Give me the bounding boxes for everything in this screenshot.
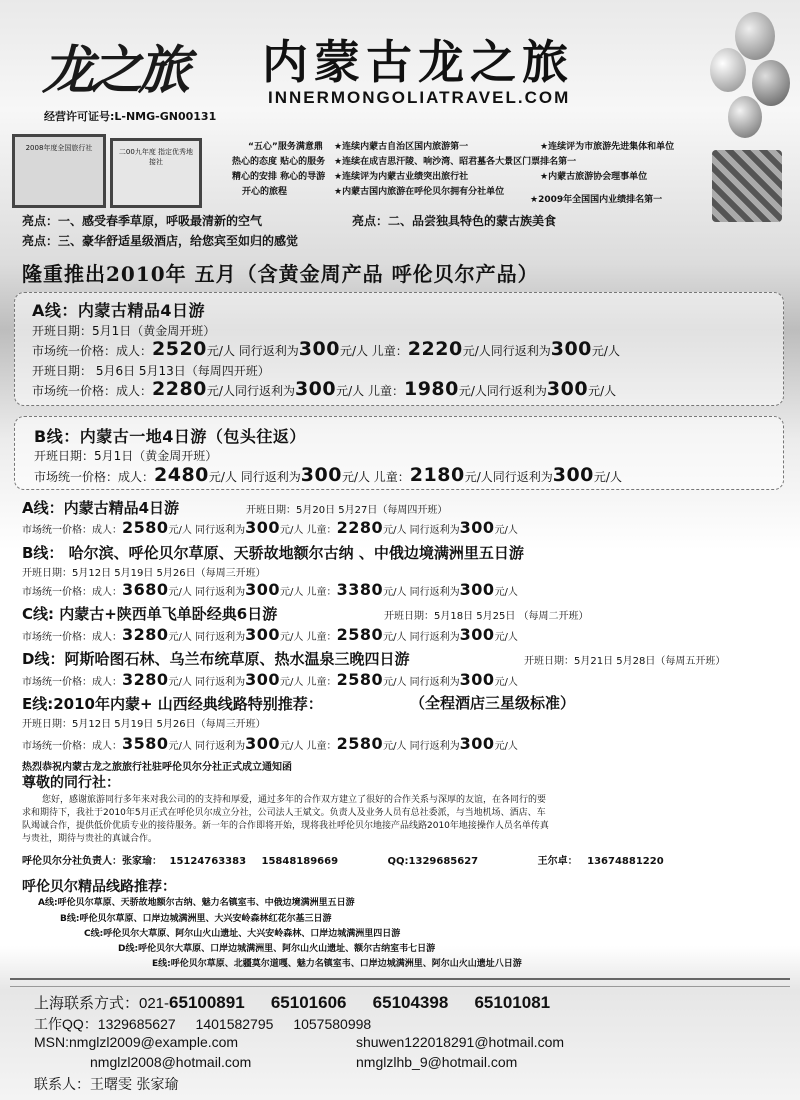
certificate-image bbox=[110, 138, 202, 208]
box-a-date1: 开班日期：5月1日（黄金周开班） bbox=[32, 324, 216, 338]
child-price: 2280 bbox=[336, 518, 384, 537]
greeting: 尊敬的同行社： bbox=[22, 775, 120, 791]
certificate-image bbox=[12, 134, 106, 208]
msn-contact-4[interactable]: nmglzlhb_9@hotmail.com bbox=[356, 1054, 518, 1070]
qq-number: 1401582795 bbox=[195, 1016, 274, 1032]
shanghai-contact bbox=[34, 992, 550, 1013]
highlight-2: 亮点：二、品尝独具特色的蒙古族美食 bbox=[352, 214, 557, 228]
balloon-decoration bbox=[728, 96, 762, 138]
notice-line: 求和期待下，我社于2010年5月正式在呼伦贝尔成立分社，公司法人王斌文。负责人及业务人员有总社委派，与当地机场、酒店、车 bbox=[22, 808, 546, 818]
rebate-amount: 300 bbox=[552, 464, 594, 486]
price-text: 元/人 同行返利为 bbox=[383, 587, 460, 598]
price-text: 元/人 bbox=[591, 344, 620, 358]
box-a-price1 bbox=[32, 338, 620, 360]
price-label: 市场统一价格：成人： bbox=[32, 344, 153, 358]
honor-item: ★连续在成吉思汗陵、响沙湾、昭君墓各大景区门票排名第一 bbox=[334, 157, 577, 167]
certificate-caption: 二00九年度 指定优秀地接社 bbox=[118, 148, 194, 166]
main-headline: 隆重推出2010年 五月（含黄金周产品 呼伦贝尔产品） bbox=[22, 262, 539, 286]
honor-item: ★连续内蒙古自治区国内旅游第一 bbox=[334, 142, 469, 152]
adult-price: 3580 bbox=[122, 734, 169, 753]
route-price-b bbox=[22, 580, 518, 599]
price-text: 元/人 同行返利为 bbox=[383, 632, 460, 643]
phone-number: 65104398 bbox=[372, 993, 449, 1012]
contact-people: 联系人：王曙雯 张家瑜 bbox=[34, 1077, 179, 1093]
route-date-b: 开班日期：5月12日 5月19日 5月26日（每周三开班） bbox=[22, 568, 266, 579]
phone-number: 13674881220 bbox=[587, 856, 664, 867]
highlight-3: 亮点：三、豪华舒适星级酒店，给您宾至如归的感觉 bbox=[22, 234, 299, 248]
branch-contact bbox=[22, 852, 664, 867]
price-text: 元/人 儿童： bbox=[336, 384, 404, 398]
price-text: 元/人 同行返利为 bbox=[168, 587, 246, 598]
phone-number: 65100891 bbox=[169, 993, 245, 1012]
notice-line: 与贵社，期待与贵社的真诚合作。 bbox=[22, 834, 158, 844]
price-text: 元/人 儿童： bbox=[280, 677, 337, 688]
honor-item: ★2009年全国国内业绩排名第一 bbox=[530, 195, 663, 205]
price-label: 市场统一价格：成人： bbox=[22, 632, 122, 643]
notice-line: 队竭诚合作，提供低价优质专业的接待服务。新一年的合作即将开始，现将我社呼伦贝尔地接产品线路2010年地接操作人员名单传真 bbox=[22, 821, 549, 831]
price-label: 市场统一价格：成人： bbox=[22, 677, 122, 688]
contact-label: 王尔卓： bbox=[537, 856, 578, 867]
hlbr-route-a: A线:呼伦贝尔草原、天骄故地额尔古纳、魅力名镇室韦、中俄边境满洲里五日游 bbox=[38, 898, 355, 908]
price-text: 元/人同行返利为 bbox=[206, 384, 295, 398]
slogan-line: 热心的态度 贴心的服务 bbox=[232, 157, 326, 167]
price-label: 市场统一价格：成人： bbox=[22, 741, 122, 752]
box-b-date: 开班日期：5月1日（黄金周开班） bbox=[34, 449, 218, 463]
rebate-amount: 300 bbox=[298, 338, 340, 360]
slogan-line: 精心的安排 称心的导游 bbox=[232, 172, 326, 182]
route-title-e-note: （全程酒店三星级标准） bbox=[410, 694, 576, 712]
honors-list-right bbox=[530, 140, 675, 208]
contact-label: 工作QQ： bbox=[34, 1016, 98, 1032]
phone-number: 65101081 bbox=[474, 993, 551, 1012]
rebate-amount: 300 bbox=[459, 670, 495, 689]
route-price-e bbox=[22, 734, 518, 753]
price-text: 元/人 同行返利为 bbox=[168, 677, 246, 688]
child-price: 1980 bbox=[403, 378, 459, 400]
highlight-1: 亮点：一、感受春季草原，呼吸最清新的空气 bbox=[22, 214, 263, 228]
phone-number: 65101606 bbox=[270, 993, 347, 1012]
route-price-d bbox=[22, 670, 518, 689]
rebate-amount: 300 bbox=[245, 518, 280, 537]
box-a-price2 bbox=[32, 378, 616, 400]
price-text: 元/人同行返利为 bbox=[462, 344, 551, 358]
phone-number: 15848189669 bbox=[261, 856, 339, 867]
rebate-amount: 300 bbox=[245, 625, 280, 644]
service-slogan bbox=[232, 140, 325, 200]
price-text: 元/人 同行返利为 bbox=[383, 677, 460, 688]
license-number: 经营许可证号:L-NMG-GN00131 bbox=[44, 110, 217, 123]
price-text: 元/人 儿童： bbox=[280, 632, 337, 643]
box-b-price bbox=[34, 464, 622, 486]
price-text: 元/人 bbox=[494, 525, 518, 536]
price-text: 元/人 儿童： bbox=[280, 587, 337, 598]
child-price: 2180 bbox=[409, 464, 465, 486]
notice-body bbox=[22, 794, 782, 846]
brand-title: 内蒙古龙之旅 bbox=[262, 35, 574, 89]
msn-contact-2[interactable]: shuwen122018291@hotmail.com bbox=[356, 1034, 565, 1050]
price-label: 市场统一价格：成人： bbox=[34, 470, 155, 484]
rebate-amount: 300 bbox=[300, 464, 342, 486]
price-text: 元/人同行返利为 bbox=[458, 384, 547, 398]
price-text: 元/人 儿童： bbox=[280, 741, 337, 752]
adult-price: 2280 bbox=[152, 378, 207, 400]
rebate-amount: 300 bbox=[294, 378, 337, 400]
rebate-amount: 300 bbox=[459, 580, 495, 599]
contact-label: 呼伦贝尔分社负责人：张家瑜： bbox=[22, 856, 162, 867]
route-title-e: E线:2010年内蒙+ 山西经典线路特别推荐： bbox=[22, 695, 323, 713]
phone-number: 15124763383 bbox=[169, 856, 247, 867]
price-label: 市场统一价格：成人： bbox=[32, 384, 153, 398]
hlbr-title: 呼伦贝尔精品线路推荐： bbox=[22, 879, 176, 895]
honor-item: ★内蒙古旅游协会理事单位 bbox=[540, 172, 648, 182]
route-date-a: 开班日期：5月20日 5月27日（每周四开班） bbox=[246, 505, 448, 516]
slogan-line: 开心的旅程 bbox=[242, 187, 288, 197]
price-text: 元/人 bbox=[593, 470, 622, 484]
hlbr-route-e: E线:呼伦贝尔草原、北疆莫尔道嘎、魅力名镇室韦、口岸边城满洲里、阿尔山火山遗址八日游 bbox=[152, 959, 522, 969]
price-text: 元/人 同行返利为 bbox=[208, 470, 301, 484]
price-text: 元/人 bbox=[494, 741, 518, 752]
route-price-a bbox=[22, 518, 518, 537]
contact-label: 上海联系方式：021- bbox=[34, 995, 170, 1012]
slogan-line: “五心”服务满意鼎 bbox=[248, 142, 323, 152]
balloon-decoration bbox=[752, 60, 790, 106]
hlbr-route-c: C线:呼伦贝尔大草原、阿尔山火山遗址、大兴安岭森林、口岸边城满洲里四日游 bbox=[84, 929, 401, 939]
qq-number: 1329685627 bbox=[97, 1016, 176, 1032]
gift-box-decoration bbox=[712, 150, 782, 222]
price-text: 元/人 bbox=[494, 677, 518, 688]
honor-item: ★连续评为内蒙古业绩突出旅行社 bbox=[334, 172, 469, 182]
qq-contact bbox=[34, 1014, 371, 1034]
hlbr-route-b: B线:呼伦贝尔草原、口岸边城满洲里、大兴安岭森林红花尔基三日游 bbox=[60, 914, 332, 924]
price-text: 元/人 儿童： bbox=[280, 525, 337, 536]
rebate-amount: 300 bbox=[546, 378, 589, 400]
price-label: 市场统一价格：成人： bbox=[22, 587, 122, 598]
qq-number: 1057580998 bbox=[293, 1016, 372, 1032]
route-price-c bbox=[22, 625, 518, 644]
price-label: 市场统一价格：成人： bbox=[22, 525, 122, 536]
balloon-decoration bbox=[735, 12, 775, 60]
price-text: 元/人 同行返利为 bbox=[168, 525, 246, 536]
child-price: 2580 bbox=[336, 625, 384, 644]
rebate-amount: 300 bbox=[550, 338, 592, 360]
adult-price: 3680 bbox=[122, 580, 169, 599]
rebate-amount: 300 bbox=[245, 580, 280, 599]
rebate-amount: 300 bbox=[459, 734, 495, 753]
ornament-divider bbox=[10, 978, 790, 987]
rebate-amount: 300 bbox=[459, 625, 495, 644]
qq-number: QQ:1329685627 bbox=[387, 856, 479, 867]
adult-price: 2580 bbox=[122, 518, 169, 537]
adult-price: 3280 bbox=[122, 670, 169, 689]
rebate-amount: 300 bbox=[245, 734, 280, 753]
price-text: 元/人 同行返利为 bbox=[383, 525, 460, 536]
rebate-amount: 300 bbox=[459, 518, 495, 537]
honor-item: ★连续评为市旅游先进集体和单位 bbox=[540, 142, 675, 152]
price-text: 元/人 同行返利为 bbox=[168, 632, 246, 643]
honor-item: ★内蒙古国内旅游在呼伦贝尔拥有分社单位 bbox=[334, 187, 505, 197]
hlbr-route-d: D线:呼伦贝尔大草原、口岸边城满洲里、阿尔山火山遗址、额尔古纳室韦七日游 bbox=[118, 944, 436, 954]
msn-contact-1[interactable]: MSN:nmglzl2009@example.com bbox=[34, 1034, 239, 1050]
brand-logo: 龙之旅 bbox=[42, 40, 187, 101]
route-date-d: 开班日期：5月21日 5月28日（每周五开班） bbox=[524, 656, 726, 667]
route-title-a: A线：内蒙古精品4日游 bbox=[22, 499, 180, 517]
route-date-e: 开班日期：5月12日 5月19日 5月26日（每周三开班） bbox=[22, 719, 266, 730]
price-text: 元/人 同行返利为 bbox=[206, 344, 299, 358]
route-title-d: D线：阿斯哈图石林、乌兰布统草原、热水温泉三晚四日游 bbox=[22, 650, 410, 668]
price-text: 元/人 同行返利为 bbox=[383, 741, 460, 752]
msn-contact-3[interactable]: nmglzl2008@hotmail.com bbox=[90, 1054, 252, 1070]
price-text: 元/人同行返利为 bbox=[464, 470, 553, 484]
notice-line: 您好，感谢旅游同行多年来对我公司的的支持和厚爱，通过多年的合作双方建立了很好的合作关系与深厚的友谊，在各同行的要 bbox=[42, 795, 547, 805]
adult-price: 2520 bbox=[152, 338, 207, 360]
price-text: 元/人 bbox=[494, 632, 518, 643]
price-text: 元/人 同行返利为 bbox=[168, 741, 246, 752]
box-a-title: A线：内蒙古精品4日游 bbox=[32, 301, 206, 320]
child-price: 2580 bbox=[336, 670, 384, 689]
congrats-line: 热烈恭祝内蒙古龙之旅旅行社驻呼伦贝尔分社正式成立通知函 bbox=[22, 762, 292, 773]
route-title-b: B线： 哈尔滨、呼伦贝尔草原、天骄故地额尔古纳 、中俄边境满洲里五日游 bbox=[22, 544, 524, 562]
child-price: 2580 bbox=[336, 734, 384, 753]
balloon-decoration bbox=[710, 48, 746, 92]
child-price: 2220 bbox=[407, 338, 463, 360]
brand-url[interactable]: INNERMONGOLIATRAVEL.COM bbox=[268, 88, 571, 107]
rebate-amount: 300 bbox=[245, 670, 280, 689]
route-date-c: 开班日期：5月18日 5月25日 （每周二开班） bbox=[384, 611, 589, 622]
price-text: 元/人 儿童： bbox=[339, 344, 408, 358]
price-text: 元/人 儿童： bbox=[341, 470, 410, 484]
route-title-c: C线: 内蒙古+陕西单飞单卧经典6日游 bbox=[22, 605, 278, 623]
box-b-title: B线：内蒙古一地4日游（包头往返） bbox=[34, 427, 306, 446]
adult-price: 2480 bbox=[154, 464, 209, 486]
child-price: 3380 bbox=[336, 580, 384, 599]
certificate-caption: 2008年度全国旅行社 bbox=[25, 144, 93, 152]
price-text: 元/人 bbox=[588, 384, 617, 398]
price-text: 元/人 bbox=[494, 587, 518, 598]
adult-price: 3280 bbox=[122, 625, 169, 644]
box-a-date2: 开班日期： 5月6日 5月13日（每周四开班） bbox=[32, 364, 270, 378]
